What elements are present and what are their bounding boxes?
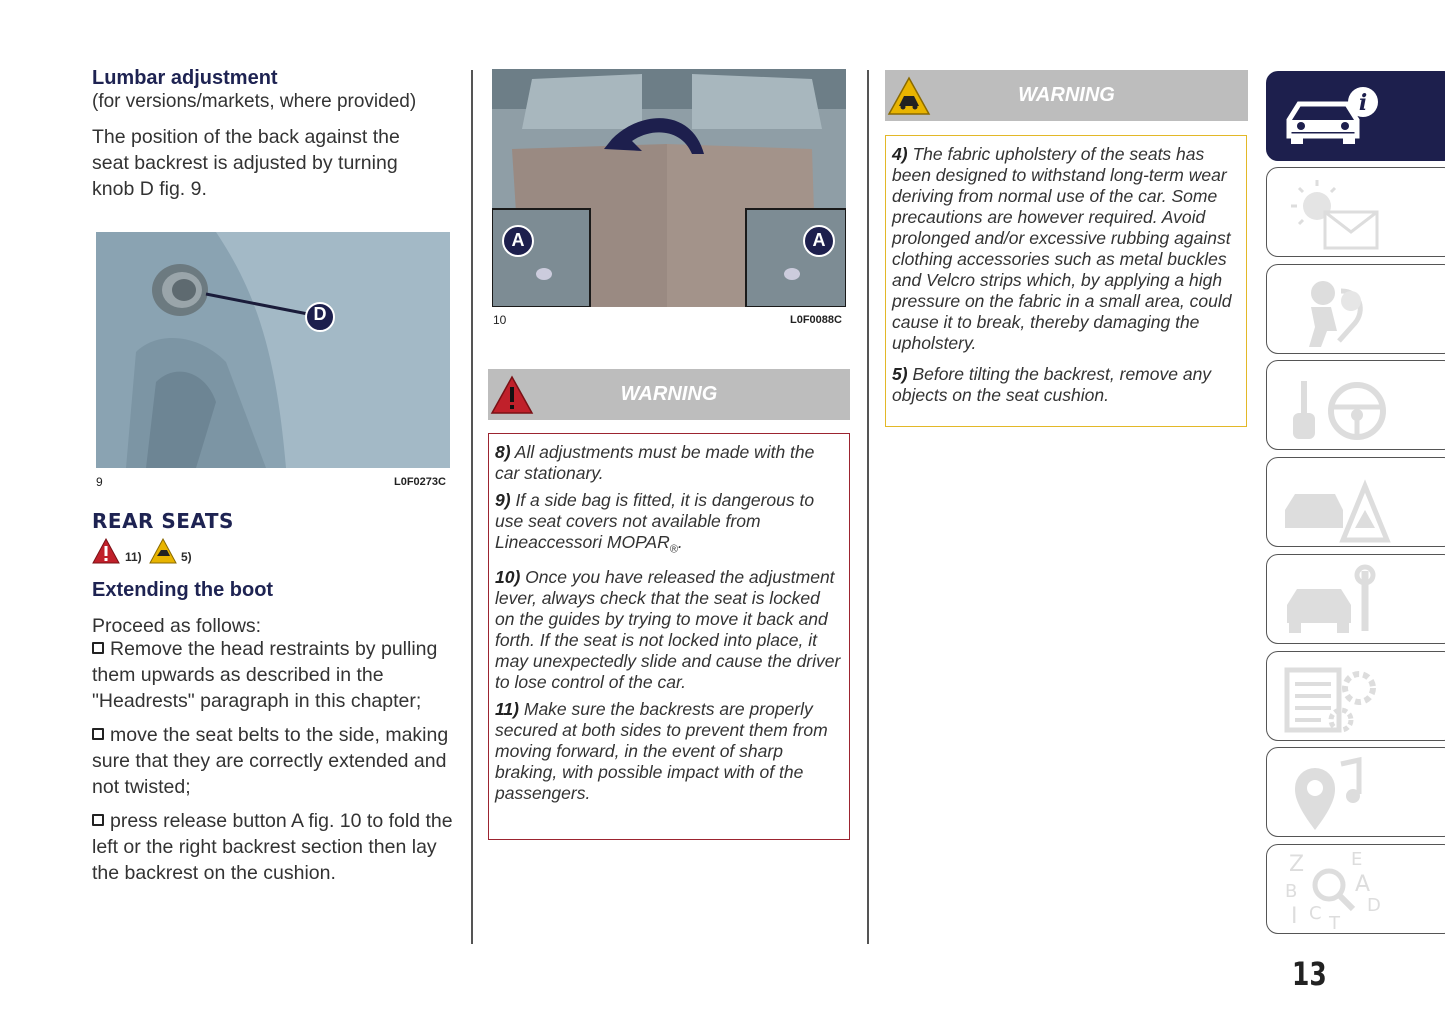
index-letter: D xyxy=(1367,895,1381,916)
list-item: move the seat belts to the side, making sure that they are correctly extended and not twisted; xyxy=(92,724,449,798)
checkbox-bullet-icon xyxy=(92,642,104,654)
figure-9-image xyxy=(96,232,450,468)
warning-triangle-icon xyxy=(92,538,120,564)
rear-seats-title: REAR SEATS xyxy=(92,509,234,533)
figure-9-code: L0F0273C xyxy=(394,476,446,488)
index-letter: T xyxy=(1329,913,1340,931)
warning-item: 9) If a side bag is fitted, it is dangerous to use seat covers not available from Lineaccessori $MOPAR_®$. xyxy=(495,490,815,556)
figure-10-image xyxy=(492,69,846,307)
figure-9-number: 9 xyxy=(96,475,103,489)
index-letter: I xyxy=(1291,904,1298,929)
extending-boot-heading: Extending the boot xyxy=(92,579,274,601)
safety-airbag-icon xyxy=(1281,271,1401,351)
page-number: 13 xyxy=(1292,955,1327,993)
column-divider xyxy=(867,70,869,944)
lumbar-section xyxy=(92,66,460,202)
list-item: press release button A fig. 10 to fold the left or the right backrest section then lay the backrest on the cushion. xyxy=(92,810,453,884)
figure-10-callout-left: A xyxy=(511,230,525,250)
starting-driving-icon xyxy=(1281,367,1401,447)
multimedia-icon xyxy=(1281,754,1401,834)
index-letter: C xyxy=(1309,903,1322,924)
tab-technical-data[interactable] xyxy=(1266,651,1445,741)
warning-box-mid xyxy=(488,433,850,840)
emergency-icon xyxy=(1281,464,1401,544)
tab-multimedia[interactable] xyxy=(1266,747,1445,837)
svg-text:i: i xyxy=(1358,90,1368,116)
index-icon xyxy=(1281,847,1401,931)
tab-starting-driving[interactable] xyxy=(1266,360,1445,450)
warning-item: 11) Make sure the backrests are properly secured at both sides to prevent them from moving forward, in the event of sharp braking, with possible impact with of the passengers. xyxy=(495,698,828,803)
warning-title-right: WARNING xyxy=(1018,84,1115,106)
warning-box-right xyxy=(885,135,1247,427)
caution-triangle-icon xyxy=(149,538,177,564)
checkbox-bullet-icon xyxy=(92,814,104,826)
proceed-intro: Proceed as follows: xyxy=(92,615,262,637)
dashboard-lights-icon xyxy=(1281,174,1401,254)
checkbox-bullet-icon xyxy=(92,728,104,740)
tab-emergency[interactable] xyxy=(1266,457,1445,547)
tab-dashboard[interactable] xyxy=(1266,167,1445,257)
steps-list xyxy=(92,636,460,886)
car-info-icon xyxy=(1281,78,1401,158)
index-letter: Z xyxy=(1289,852,1305,877)
warning-header-right xyxy=(885,70,1248,121)
warning-header-mid xyxy=(488,369,850,420)
tab-car-info[interactable] xyxy=(1266,71,1445,161)
rear-seats-ref-warning: 11) xyxy=(125,550,142,564)
lumbar-body: The position of the back against the seat backrest is adjusted by turning knob D fig. 9. xyxy=(92,126,400,200)
technical-data-icon xyxy=(1281,658,1401,738)
tab-maintenance[interactable] xyxy=(1266,554,1445,644)
maintenance-icon xyxy=(1281,561,1401,641)
tab-safety[interactable] xyxy=(1266,264,1445,354)
warning-item: 5) Before tilting the backrest, remove any objects on the seat cushion. xyxy=(892,364,1212,405)
figure-10-callout-right: A xyxy=(812,230,826,250)
warning-item: 10) Once you have released the adjustment lever, always check that the seat is locked on the guides by trying to move it back and forth. If the seat is not locked into place, it may unexpectedly slide and cause the driver to lose control of the car. xyxy=(495,566,841,692)
figure-10-number: 10 xyxy=(493,313,507,327)
column-divider xyxy=(471,70,473,944)
figure-10-code: L0F0088C xyxy=(790,314,842,326)
index-letter: E xyxy=(1351,849,1363,870)
figure-9-callout: D xyxy=(313,304,327,324)
warning-title-mid: WARNING xyxy=(620,383,718,405)
index-letter: B xyxy=(1285,881,1298,902)
warning-item: 4) The fabric upholstery of the seats has been designed to withstand long-term wear deriving from normal use of the car. Some precautions are however required. Avoid prolonged and/or excessive rubbing against clothing accessories such as metal buckles and Velcro strips which, by applying a high pressure on the fabric in a small area, could cause it to break, thereby damaging the upholstery. xyxy=(892,144,1232,353)
index-letter: A xyxy=(1355,872,1371,897)
lumbar-heading: Lumbar adjustment xyxy=(92,67,278,89)
list-item: Remove the head restraints by pulling them upwards as described in the "Headrests" paragraph in this chapter; xyxy=(92,638,438,712)
lumbar-subtitle: (for versions/markets, where provided) xyxy=(92,91,417,112)
tab-index[interactable] xyxy=(1266,844,1445,934)
rear-seats-ref-caution: 5) xyxy=(181,550,192,564)
warning-item: 8) All adjustments must be made with the car stationary. xyxy=(495,442,815,483)
